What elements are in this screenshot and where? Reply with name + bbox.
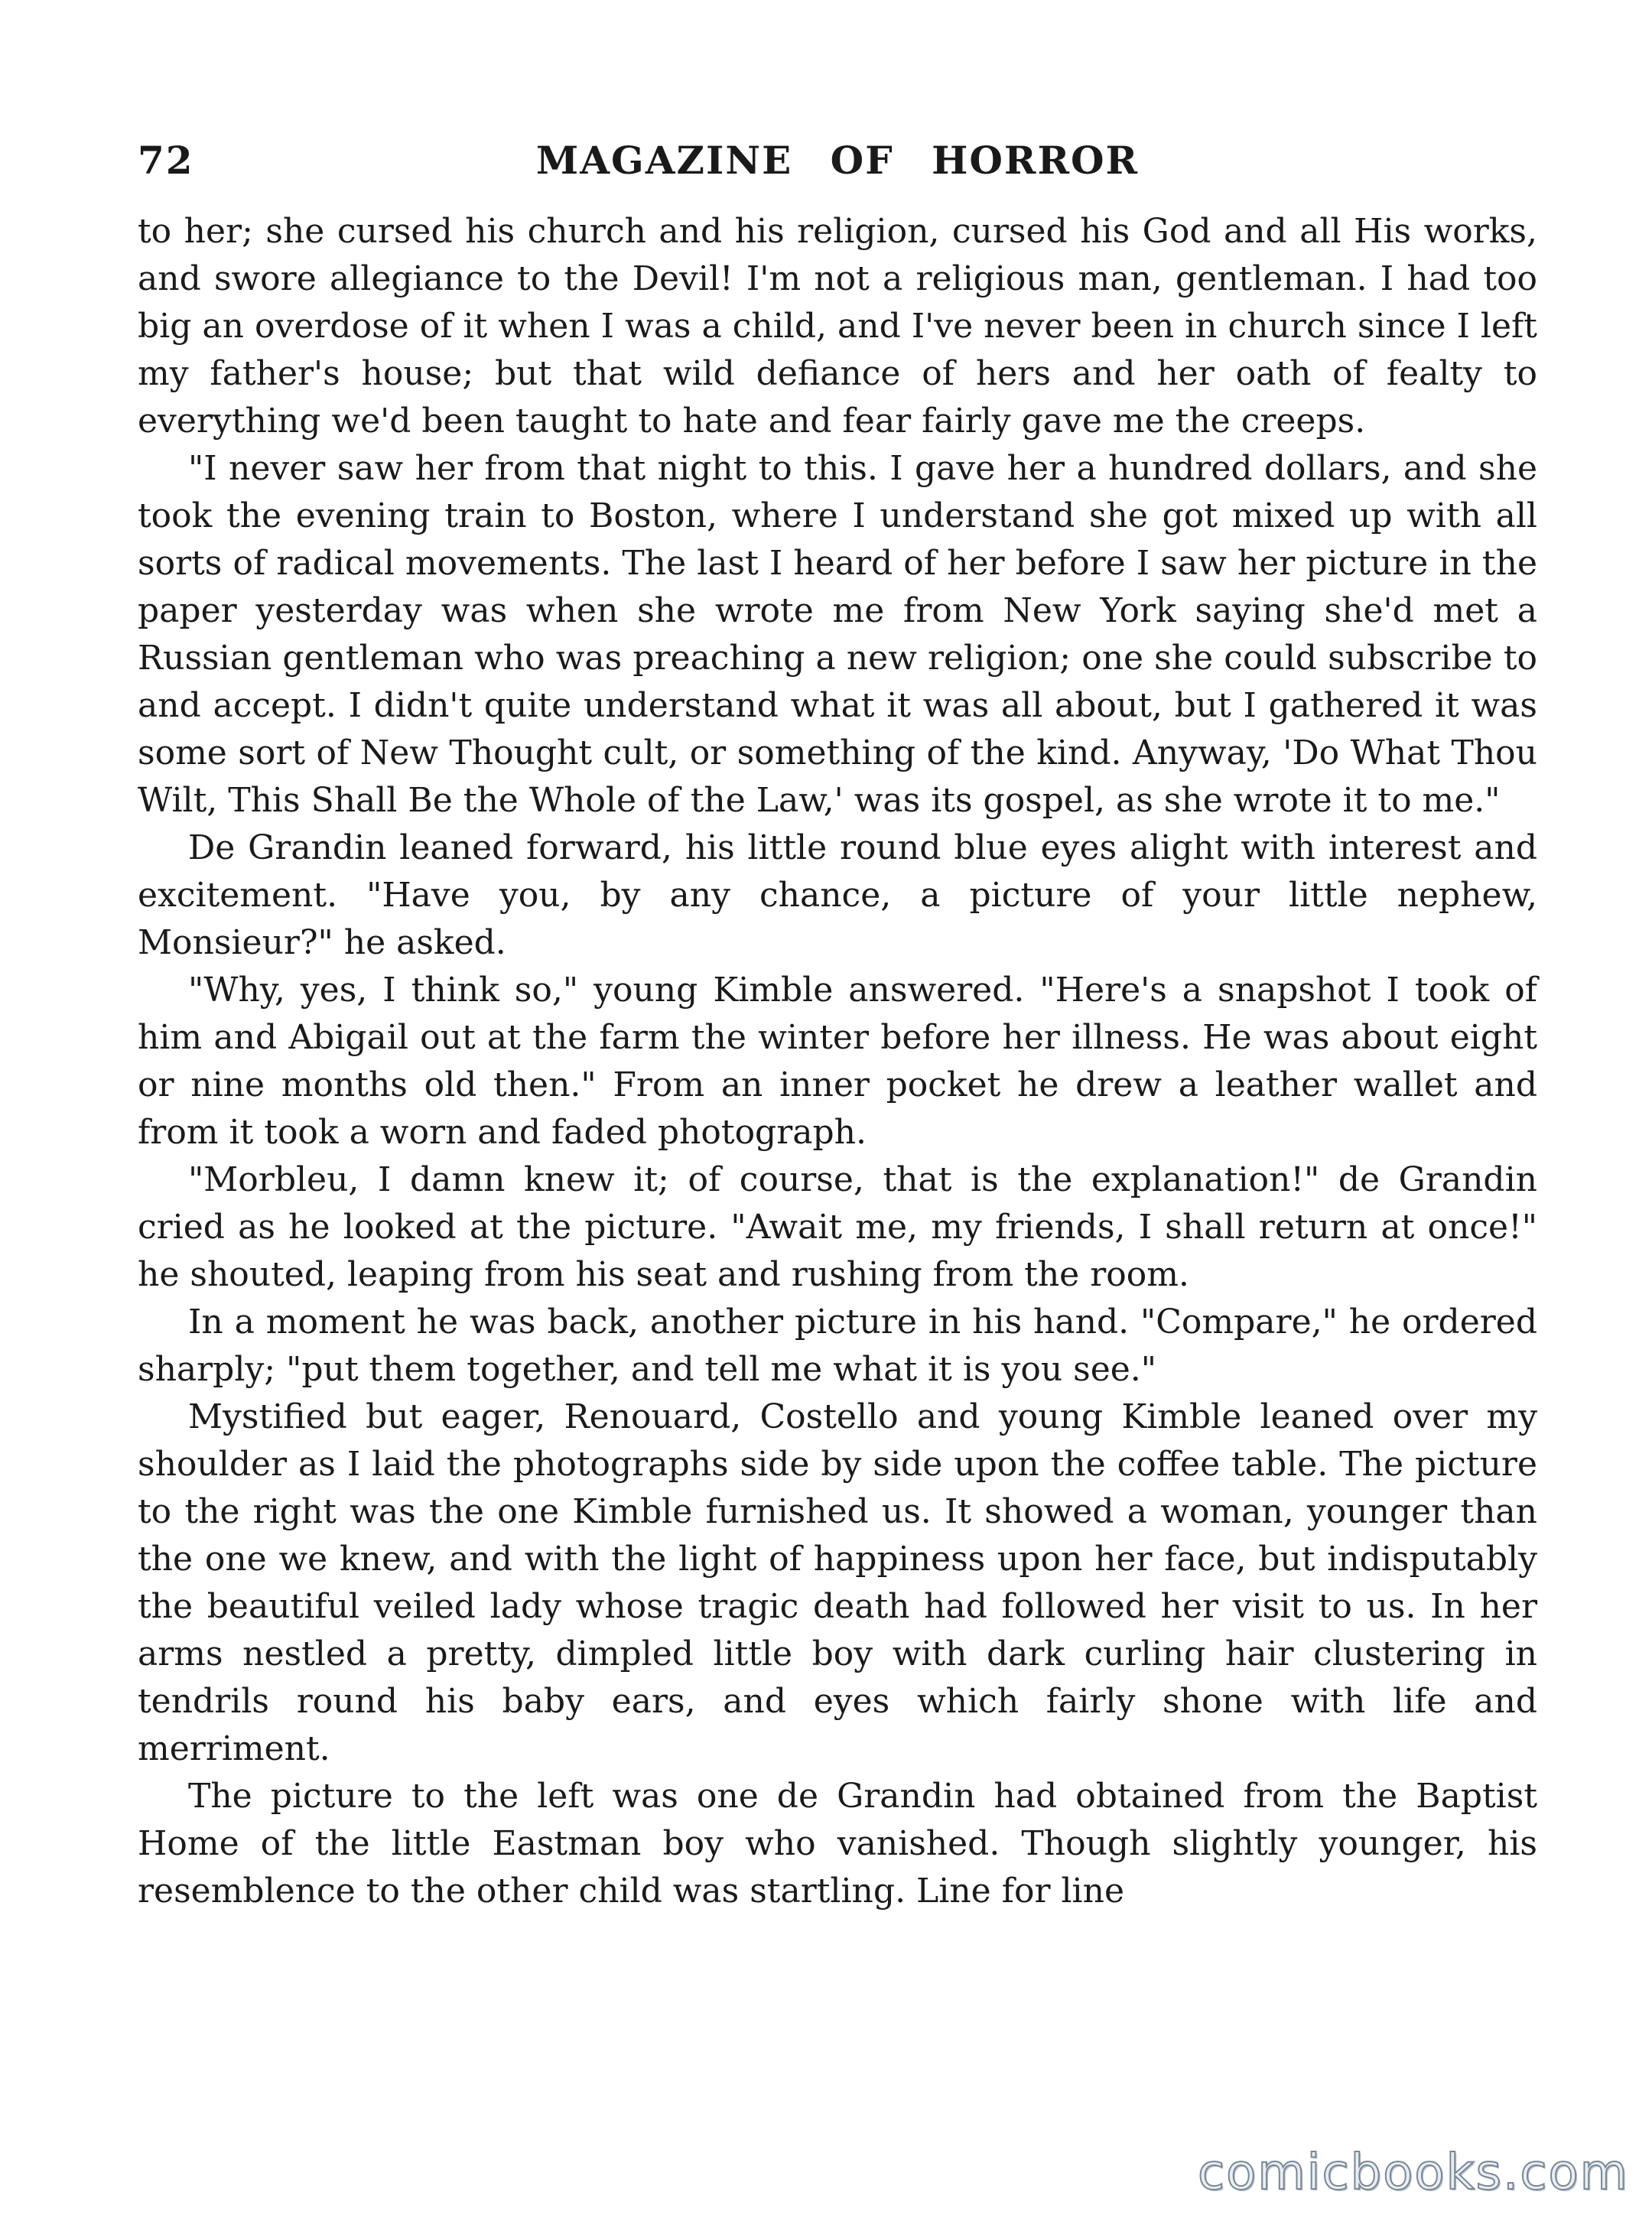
paragraph: "Morbleu, I damn knew it; of course, that is the explanation!" de Grandin cried as he looked at the picture. "Await me, my friends, I shall return at once!" he shouted, leaping from his seat and rushing from the room. <box>138 1160 1537 1294</box>
paragraph: The picture to the left was one de Grandin had obtained from the Baptist Home of the little Eastman boy who vanished. Though slightly younger, his resemblence to the other child was startling. Line for line <box>138 1777 1537 1911</box>
paragraph: In a moment he was back, another picture in his hand. "Compare," he ordered sharply; "put them together, and tell me what it is you see." <box>138 1303 1537 1389</box>
paragraph: "Why, yes, I think so," young Kimble answered. "Here's a snapshot I took of him and Abigail out at the farm the winter before her illness. He was about eight or nine months old then." From an inner pocket he drew a leather wallet and from it took a worn and faded photograph. <box>138 971 1537 1152</box>
paragraph: De Grandin leaned forward, his little round blue eyes alight with interest and excitement. "Have you, by any chance, a picture of your little nephew, Monsieur?" he asked. <box>138 828 1537 962</box>
body-text <box>138 208 1537 1915</box>
watermark: comicbooks.com <box>1197 2145 1629 2201</box>
paragraph: to her; she cursed his church and his religion, cursed his God and all His works, and swore allegiance to the Devil! I'm not a religious man, gentleman. I had too big an overdose of it when I was a child, and I've never been in church since I left my father's house; but that wild defiance of hers and her oath of fealty to everything we'd been taught to hate and fear fairly gave me the creeps. <box>138 212 1537 441</box>
running-title: MAGAZINE OF HORROR <box>535 138 1140 183</box>
page <box>138 138 1537 1915</box>
paragraph: Mystified but eager, Renouard, Costello and young Kimble leaned over my shoulder as I laid the photographs side by side upon the coffee table. The picture to the right was the one Kimble furnished us. It showed a woman, younger than the one we knew, and with the light of happiness upon her face, but indisputably the beautiful veiled lady whose tragic death had followed her visit to us. In her arms nestled a pretty, dimpled little boy with dark curling hair clustering in tendrils round his baby ears, and eyes which fairly shone with life and merriment. <box>138 1397 1537 1768</box>
page-header <box>138 138 1537 199</box>
page-number: 72 <box>138 138 194 183</box>
paragraph: "I never saw her from that night to this. I gave her a hundred dollars, and she took the evening train to Boston, where I understand she got mixed up with all sorts of radical movements. The last I heard of her before I saw her picture in the paper yesterday was when she wrote me from New York saying she'd met a Russian gentleman who was preaching a new religion; one she could subscribe to and accept. I didn't quite understand what it was all about, but I gathered it was some sort of New Thought cult, or something of the kind. Anyway, 'Do What Thou Wilt, This Shall Be the Whole of the Law,' was its gospel, as she wrote it to me." <box>138 449 1537 820</box>
